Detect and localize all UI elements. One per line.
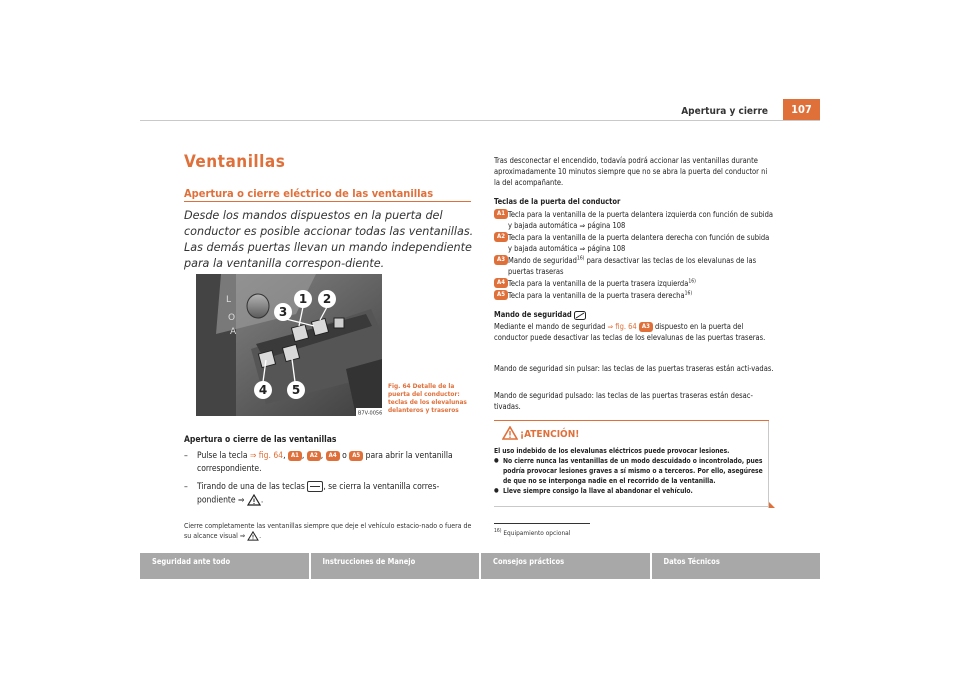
- header-rule: [140, 120, 820, 121]
- instruction-text: o: [339, 451, 350, 461]
- paragraph-text: Mediante el mando de seguridad: [494, 322, 606, 331]
- footnote-ref: 16): [684, 290, 693, 297]
- key-item: [494, 209, 774, 231]
- window-switch-1: [291, 324, 308, 341]
- mirror-knob: [247, 294, 269, 318]
- key-badge: A3: [494, 255, 508, 265]
- figure-code: B7V-0056: [358, 410, 382, 416]
- callout-label: 1: [298, 292, 308, 306]
- figure-reference-link[interactable]: ⇒ fig. 64: [607, 322, 637, 331]
- footnote-text: Equipamiento opcional: [503, 529, 571, 537]
- key-badge-a3: A3: [639, 322, 653, 332]
- callout-label: 2: [322, 292, 332, 306]
- instruction-close: [184, 481, 476, 508]
- tab-consejos[interactable]: Consejos prácticos: [481, 553, 650, 579]
- footnote: [494, 529, 570, 537]
- instruction-open: – Pulse la tecla ⇒ fig. 64, A1 , A2 , A4 o A5 para abrir la ventanilla correspondiente.: [184, 451, 453, 474]
- callout-label: 3: [278, 305, 288, 319]
- closing-note: Cierre completamente las ventanillas siempre que deje el vehículo estacio-nado o fuera de su alcance visual ⇒ .: [184, 522, 472, 540]
- warning-bullet: ● Lleve siempre consigo la llave al abandonar el vehículo.: [494, 486, 769, 496]
- key-item: [494, 278, 774, 289]
- door-letter: O: [228, 313, 236, 323]
- footnote-mark: 16): [494, 527, 502, 534]
- figure-caption: Fig. 64 Detalle de la puerta del conductor: teclas de los elevalunas delanteros y traseros: [388, 382, 467, 414]
- warning-icon: [247, 494, 264, 506]
- key-item: [494, 255, 774, 277]
- warning-bullet: ● No cierre nunca las ventanillas de un modo descuidado o incontrolado, pues podría provocar lesiones graves a sí mismo o a terceros. Por ello, asegúrese de que no se interponga nadie en el recorrido de la ventanilla.: [494, 456, 769, 486]
- key-description: Tecla para la ventanilla de la puerta trasera izquierda: [508, 279, 689, 288]
- warning-title: ¡ATENCIÓN!: [520, 429, 580, 440]
- section-title: Ventanillas: [184, 152, 286, 172]
- key-badge: A2: [494, 232, 508, 242]
- key-item: [494, 290, 774, 301]
- key-badge-a1: A1: [288, 451, 302, 461]
- paragraph-text: dispuesto en la puerta del conductor puede desactivar las teclas de los elevalunas de las puertas traseras.: [494, 322, 766, 342]
- key-description: Tecla para la ventanilla de la puerta delantera derecha con función de subida y bajada automática ⇒ página 108: [508, 233, 770, 253]
- tab-seguridad[interactable]: Seguridad ante todo: [140, 553, 309, 579]
- warning-lead: El uso indebido de los elevalunas eléctricos puede provocar lesiones.: [494, 447, 730, 455]
- operation-heading: Apertura o cierre de las ventanillas: [184, 435, 337, 445]
- key-badge: A5: [494, 290, 508, 300]
- key-description: Tecla para la ventanilla de la puerta delantera izquierda con función de subida y bajada automática ⇒ página 108: [508, 210, 774, 230]
- child-lock-icon: [574, 311, 586, 320]
- page-number: 107: [783, 99, 820, 121]
- key-description: para desactivar las teclas de los elevalunas de las puertas traseras: [508, 256, 757, 276]
- tab-datos-tecnicos[interactable]: Datos Técnicos: [652, 553, 821, 579]
- door-letter: L: [226, 295, 232, 305]
- warning-icon: [502, 426, 518, 440]
- tab-instrucciones[interactable]: Instrucciones de Manejo: [311, 553, 480, 579]
- key-badge-a4: A4: [326, 451, 340, 461]
- list-dash: –: [184, 451, 188, 461]
- callout-label: 4: [258, 383, 268, 397]
- safety-on-paragraph: Mando de seguridad pulsado: las teclas de las puertas traseras están desac-tivadas.: [494, 391, 753, 411]
- key-badge-a2: A2: [307, 451, 321, 461]
- window-switch-2: [311, 318, 328, 335]
- instruction-text: Tirando de una de las teclas: [197, 482, 305, 492]
- footnote-rule: [494, 523, 590, 524]
- safety-switch-paragraph: [494, 321, 774, 343]
- instruction-text: , se cierra la ventanilla corres-pondiente ⇒: [197, 482, 440, 506]
- key-badge: A4: [494, 278, 508, 288]
- key-description: Mando de seguridad: [508, 256, 577, 265]
- note-text: Cierre completamente las ventanillas siempre que deje el vehículo estacio-nado o fuera de su alcance visual ⇒: [184, 522, 472, 540]
- keys-heading: Teclas de la puerta del conductor: [494, 197, 621, 206]
- door-letter: A: [230, 327, 237, 337]
- heading-text: Mando de seguridad: [494, 310, 572, 319]
- callout-label: 5: [291, 383, 301, 397]
- window-switch-4: [258, 350, 275, 367]
- key-badge: A1: [494, 209, 508, 219]
- warning-body: [494, 446, 769, 496]
- list-dash: –: [184, 482, 188, 492]
- instruction-text: .: [260, 495, 264, 506]
- safety-switch: [334, 318, 344, 328]
- subsection-rule: [184, 201, 471, 202]
- safety-switch-heading: [494, 309, 774, 320]
- instruction-text: Pulse la tecla: [197, 451, 248, 461]
- intro-right-paragraph: Tras desconectar el encendido, todavía podrá accionar las ventanillas durante aproximadamente 10 minutos siempre que no se abra la puerta del conductor ni la del acompañante.: [494, 156, 768, 187]
- safety-off-paragraph: Mando de seguridad sin pulsar: las teclas de las puertas traseras están acti-vadas.: [494, 364, 774, 373]
- warning-icon: [247, 531, 259, 541]
- door-controls-figure: [196, 274, 382, 416]
- footer-nav: [140, 553, 820, 579]
- key-description: Tecla para la ventanilla de la puerta trasera derecha: [508, 291, 685, 300]
- footnote-ref: 16): [576, 255, 585, 262]
- window-switch-5: [282, 344, 299, 361]
- subsection-title: Apertura o cierre eléctrico de las ventanillas: [184, 187, 434, 200]
- key-item: [494, 232, 774, 254]
- intro-paragraph: Desde los mandos dispuestos en la puerta del conductor es posible accionar todas las ventanillas. Las demás puertas llevan un mando independiente para la ventanilla correspon-diente.: [184, 209, 474, 270]
- running-header: Apertura y cierre: [681, 106, 768, 117]
- figure-reference-link[interactable]: ⇒ fig. 64: [249, 451, 284, 461]
- window-switch-icon: [307, 481, 323, 492]
- warning-box: [494, 420, 769, 507]
- instruction-text: para abrir la ventanilla correspondiente.: [197, 451, 453, 474]
- footnote-ref: 16): [688, 278, 696, 285]
- key-badge-a5: A5: [349, 451, 363, 461]
